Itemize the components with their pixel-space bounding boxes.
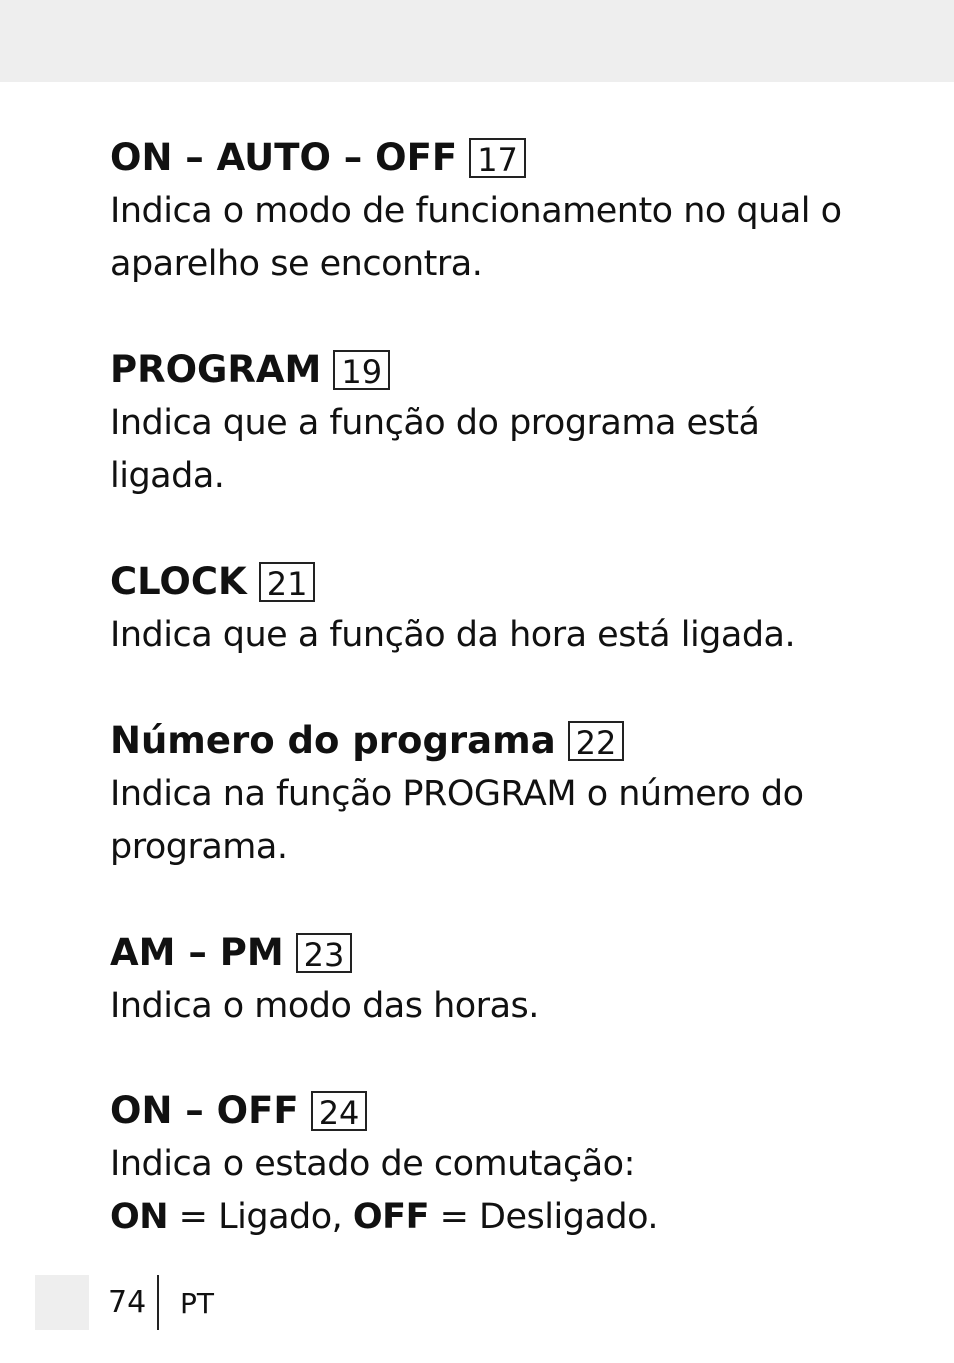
off-label: OFF xyxy=(352,1197,429,1237)
section-description xyxy=(110,768,870,874)
reference-number-box: 22 xyxy=(568,721,625,761)
section-clock xyxy=(110,557,870,662)
description-line: aparelho se encontra. xyxy=(110,244,483,284)
footer-divider xyxy=(157,1275,159,1330)
section-heading xyxy=(110,1086,870,1136)
section-description xyxy=(110,980,870,1033)
section-on-off xyxy=(110,1086,870,1244)
section-program-number xyxy=(110,716,870,874)
description-line: Indica que a função da hora está ligada. xyxy=(110,615,796,655)
reference-number-box: 17 xyxy=(469,138,526,178)
description-line: ligada. xyxy=(110,456,225,496)
section-on-auto-off xyxy=(110,133,870,291)
heading-label: AM – PM xyxy=(110,931,284,974)
description-line: Indica o modo de funcionamento no qual o xyxy=(110,191,842,231)
heading-label: PROGRAM xyxy=(110,348,322,391)
section-description xyxy=(110,609,870,662)
description-line: Indica o modo das horas. xyxy=(110,986,539,1026)
section-program xyxy=(110,345,870,503)
heading-label: ON – OFF xyxy=(110,1089,299,1132)
section-heading xyxy=(110,928,870,978)
header-band xyxy=(0,0,954,82)
section-am-pm xyxy=(110,928,870,1033)
reference-number-box: 21 xyxy=(259,562,316,602)
section-heading xyxy=(110,716,870,766)
footer-marker-box xyxy=(35,1275,89,1330)
description-line: Indica que a função do programa está xyxy=(110,403,760,443)
language-code: PT xyxy=(180,1287,214,1320)
section-description xyxy=(110,185,870,291)
section-description xyxy=(110,397,870,503)
reference-number-box: 19 xyxy=(333,350,390,390)
page-number: 74 xyxy=(108,1285,147,1320)
section-heading xyxy=(110,557,870,607)
on-label: ON xyxy=(110,1197,169,1237)
heading-label: ON – AUTO – OFF xyxy=(110,136,458,179)
heading-label: Número do programa xyxy=(110,719,556,762)
description-line: Indica na função PROGRAM o número do xyxy=(110,774,804,814)
section-heading xyxy=(110,133,870,183)
on-meaning: = Ligado, xyxy=(168,1197,353,1237)
heading-label: CLOCK xyxy=(110,560,247,603)
description-line: Indica o estado de comutação: xyxy=(110,1144,635,1184)
off-meaning: = Desligado. xyxy=(428,1197,659,1237)
description-line: programa. xyxy=(110,827,288,867)
section-heading xyxy=(110,345,870,395)
reference-number-box: 24 xyxy=(311,1091,368,1131)
state-legend-line xyxy=(110,1191,870,1244)
reference-number-box: 23 xyxy=(296,933,353,973)
section-description xyxy=(110,1138,870,1244)
